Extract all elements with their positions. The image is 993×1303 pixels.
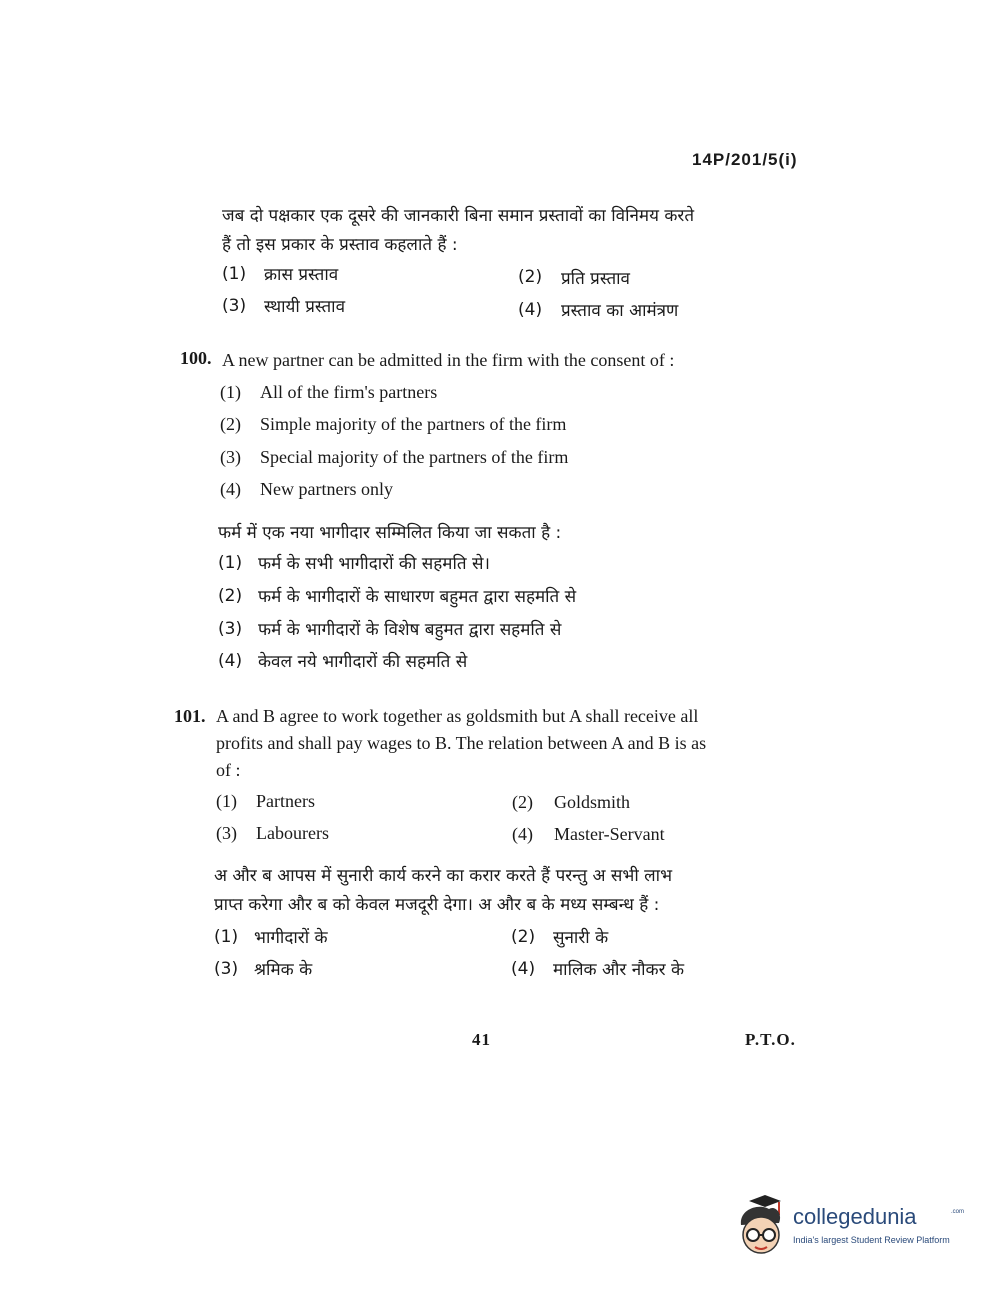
mascot-icon [735, 1195, 791, 1259]
option-number: (2) [512, 792, 533, 812]
question-text-hindi-line: अ और ब आपस में सुनारी कार्य करने का करार करते हैं परन्तु अ सभी लाभ [214, 866, 673, 886]
option-number: (2) [220, 414, 241, 434]
option-number: (3) [220, 447, 241, 467]
option-number: (1) [222, 264, 247, 284]
option-text: फर्म के भागीदारों के साधारण बहुमत द्वारा सहमति से [258, 587, 577, 607]
option-text: केवल नये भागीदारों की सहमति से [258, 652, 468, 672]
option-text: भागीदारों के [254, 928, 328, 948]
question-text-hindi-line: हैं तो इस प्रकार के प्रस्ताव कहलाते हैं : [222, 235, 458, 255]
pto-label: P.T.O. [745, 1030, 796, 1049]
paper-code: 14P/201/5(i) [692, 150, 798, 169]
option-text: क्रास प्रस्ताव [264, 265, 339, 285]
option-text: Goldsmith [554, 792, 631, 812]
option-number: (4) [220, 479, 241, 499]
option-text: श्रमिक के [254, 960, 313, 980]
option-text: फर्म के सभी भागीदारों की सहमति से। [258, 554, 490, 574]
collegedunia-logo [735, 1195, 965, 1265]
question-text-hindi-line: जब दो पक्षकार एक दूसरे की जानकारी बिना समान प्रस्तावों का विनिमय करते [222, 206, 695, 226]
question-text: A new partner can be admitted in the firm with the consent of : [222, 350, 675, 370]
option-text: Special majority of the partners of the firm [260, 447, 569, 467]
option-number: (2) [511, 927, 536, 947]
option-number: (1) [214, 927, 239, 947]
option-text: All of the firm's partners [260, 382, 438, 402]
option-text: प्रति प्रस्ताव [561, 269, 631, 289]
logo-domain: .com [951, 1209, 965, 1215]
question-text-line: A and B agree to work together as goldsmith but A shall receive all [216, 706, 699, 726]
option-number: (4) [512, 824, 533, 844]
option-number: (3) [218, 619, 243, 639]
option-number: (4) [511, 959, 536, 979]
option-text: Labourers [256, 823, 329, 843]
option-text: मालिक और नौकर के [553, 960, 685, 980]
option-number: (1) [218, 553, 243, 573]
option-text: सुनारी के [553, 928, 609, 948]
option-text: स्थायी प्रस्ताव [264, 297, 346, 317]
option-number: (3) [216, 823, 237, 843]
option-number: (2) [218, 586, 243, 606]
logo-tagline: India's largest Student Review Platform [793, 1235, 950, 1245]
option-number: (1) [216, 791, 237, 811]
option-text: Partners [256, 791, 315, 811]
question-number: 101. [174, 706, 206, 726]
option-text: फर्म के भागीदारों के विशेष बहुमत द्वारा सहमति से [258, 620, 562, 640]
option-number: (4) [218, 651, 243, 671]
option-text: प्रस्ताव का आमंत्रण [561, 301, 679, 321]
question-text-line: of : [216, 760, 241, 780]
option-number: (3) [214, 959, 239, 979]
option-number: (3) [222, 296, 247, 316]
option-number: (4) [518, 300, 543, 320]
option-text: New partners only [260, 479, 393, 499]
option-number: (1) [220, 382, 241, 402]
option-text: Simple majority of the partners of the firm [260, 414, 567, 434]
option-number: (2) [518, 267, 543, 287]
page-number: 41 [472, 1030, 491, 1049]
logo-wordmark: collegedunia [793, 1204, 917, 1229]
option-text: Master-Servant [554, 824, 665, 844]
question-text-hindi-line: प्राप्त करेगा और ब को केवल मजदूरी देगा। अ और ब के मध्य सम्बन्ध हैं : [214, 895, 660, 915]
question-text-hindi: फर्म में एक नया भागीदार सम्मिलित किया जा सकता है : [218, 523, 562, 543]
question-text-line: profits and shall pay wages to B. The relation between A and B is as [216, 733, 707, 753]
question-number: 100. [180, 348, 212, 368]
